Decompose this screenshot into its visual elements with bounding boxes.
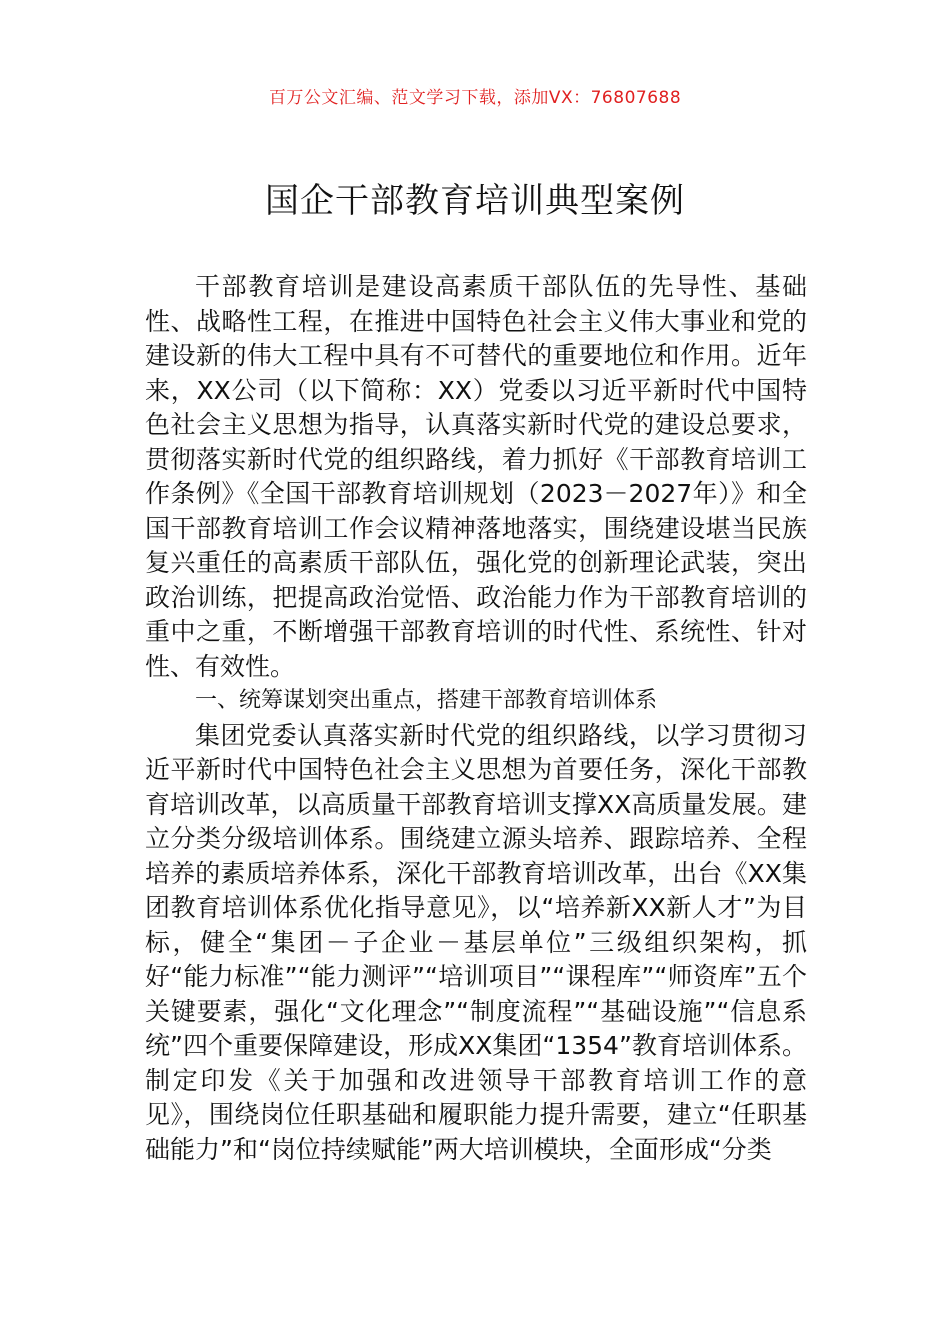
section-1-paragraph: 集团党委认真落实新时代党的组织路线，以学习贯彻习近平新时代中国特色社会主义思想为首要任务，深化干部教育培训改革，以高质量干部教育培训支撑XX高质量发展。建立分类分级培训体系。围绕建立源头培养、跟踪培养、全程培养的素质培养体系，深化干部教育培训改革，出台《XX集团教育培训体系优化指导意见》，以“培养新XX新人才”为目标，健全“集团－子企业－基层单位”三级组织架构，抓好“能力标准”“能力测评”“培训项目”“课程库”“师资库”五个关键要素，强化“文化理念”“制度流程”“基础设施”“信息系统”四个重要保障建设，形成XX集团“1354”教育培训体系。制定印发《关于加强和改进领导干部教育培训工作的意见》，围绕岗位任职基础和履职能力提升需要，建立“任职基础能力”和“岗位持续赋能”两大培训模块，全面形成“分类 xyxy=(145,720,807,1164)
document-body xyxy=(145,270,807,1167)
document-title: 国企干部教育培训典型案例 xyxy=(265,181,685,221)
intro-paragraph: 干部教育培训是建设高素质干部队伍的先导性、基础性、战略性工程，在推进中国特色社会主义伟大事业和党的建设新的伟大工程中具有不可替代的重要地位和作用。近年来，XX公司（以下简称：XX）党委以习近平新时代中国特色社会主义思想为指导，认真落实新时代党的建设总要求，贯彻落实新时代党的组织路线，着力抓好《干部教育培训工作条例》《全国干部教育培训规划（2023－2027年）》和全国干部教育培训工作会议精神落地落实，围绕建设堪当民族复兴重任的高素质干部队伍，强化党的创新理论武装，突出政治训练，把提高政治觉悟、政治能力作为干部教育培训的重中之重，不断增强干部教育培训的时代性、系统性、针对性、有效性。 xyxy=(145,272,807,681)
section-1-heading: 一、统筹谋划突出重点，搭建干部教育培训体系 xyxy=(195,688,658,713)
watermark-text: 百万公文汇编、范文学习下载，添加VX：76807688 xyxy=(268,88,682,108)
